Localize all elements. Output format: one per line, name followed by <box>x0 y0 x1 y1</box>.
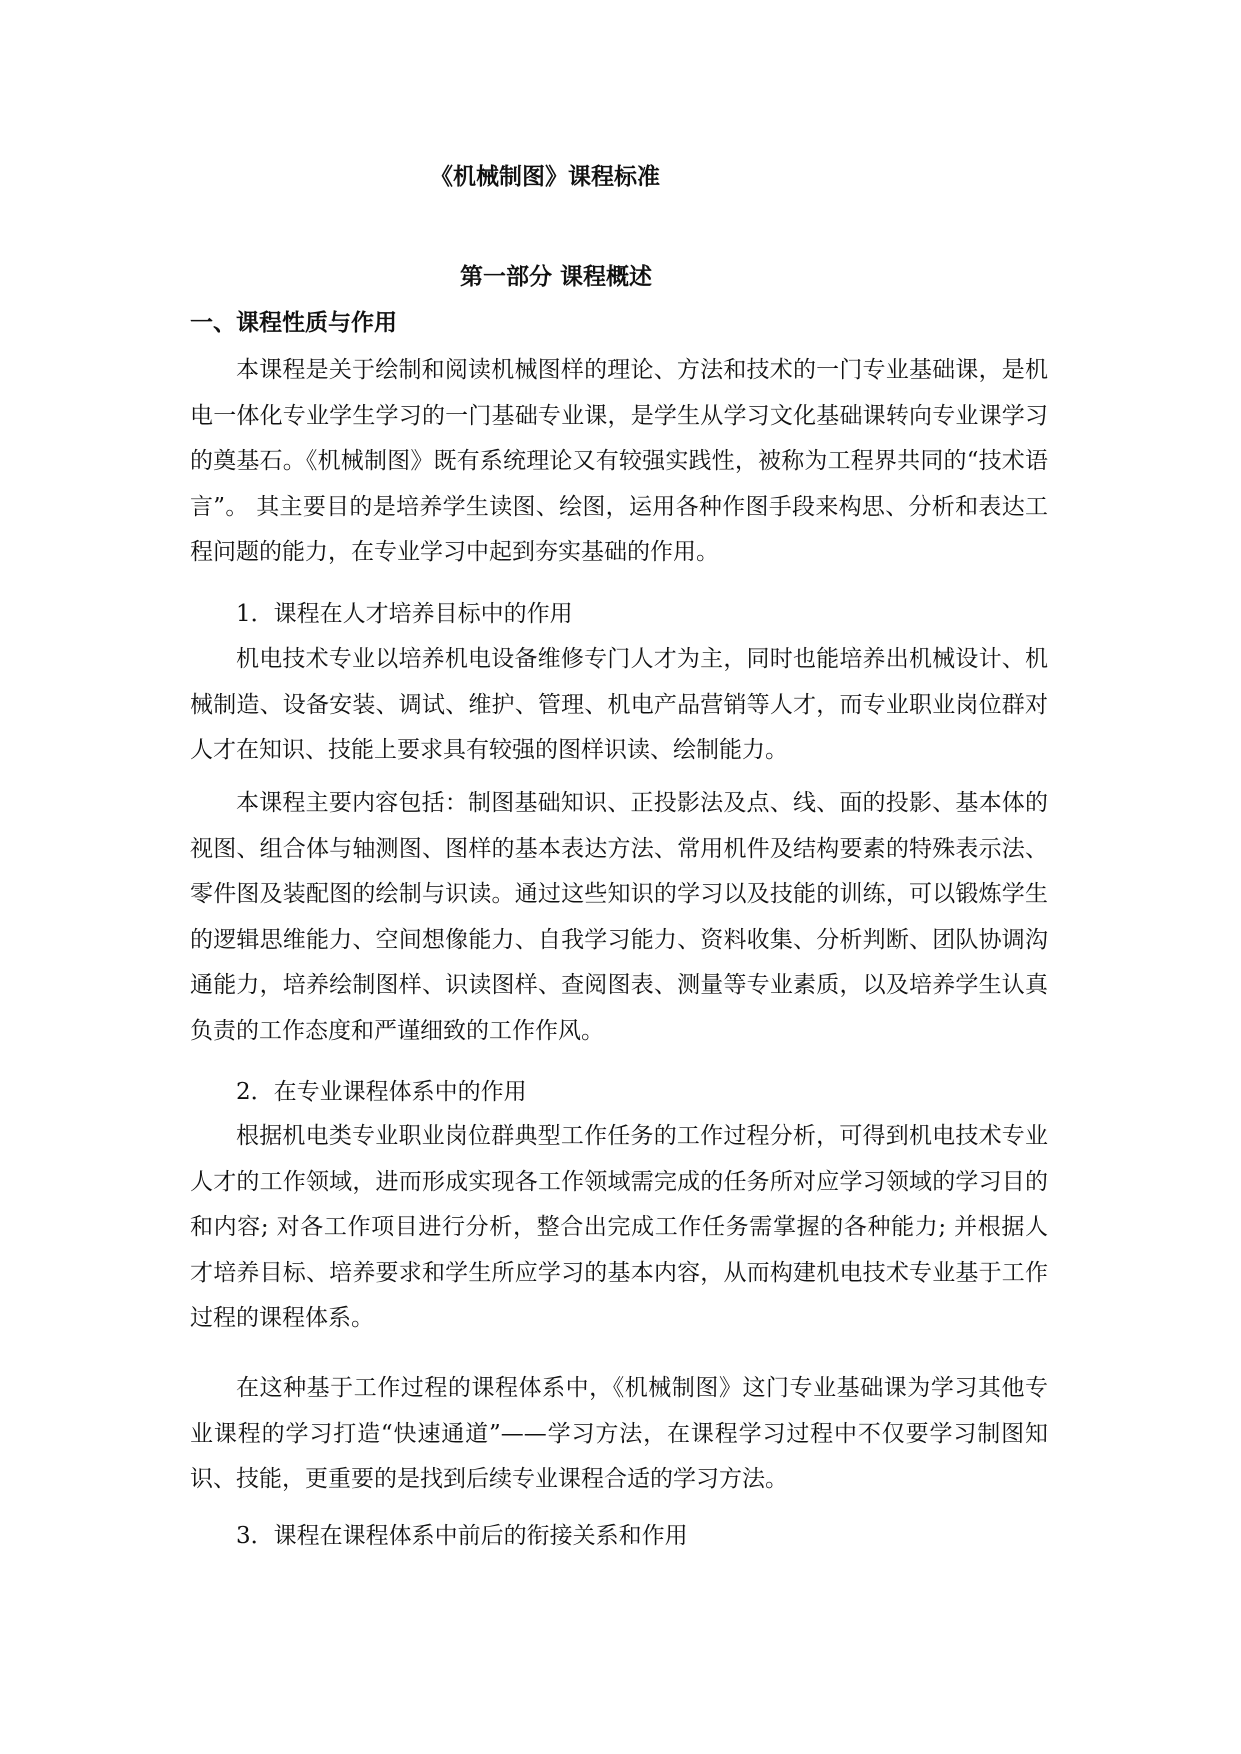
paragraph-course-nature: 本课程是关于绘制和阅读机械图样的理论、方法和技术的一门专业基础课，是机电一体化专业学生学习的一门基础专业课，是学生从学习文化基础课转向专业课学习的奠基石。《机械制图》既有系统理论又有较强实践性，被称为工程界共同的“技术语言”。 其主要目的是培养学生读图、绘图，运用各种作图手段来构思、分析和表达工程问题的能力，在专业学习中起到夯实基础的作用。 <box>190 357 1048 565</box>
paragraph-course-content: 本课程主要内容包括：制图基础知识、正投影法及点、线、面的投影、基本体的视图、组合体与轴测图、图样的基本表达方法、常用机件及结构要素的特殊表示法、零件图及装配图的绘制与识读。通过这些知识的学习以及技能的训练，可以锻炼学生的逻辑思维能力、空间想像能力、自我学习能力、资料收集、分析判断、团队协调沟通能力，培养绘制图样、识读图样、查阅图表、测量等专业素质，以及培养学生认真负责的工作态度和严谨细致的工作作风。 <box>190 790 1048 1044</box>
document-title: 《机械制图》课程标准 <box>430 163 660 190</box>
subheading-curriculum-role: 2．在专业课程体系中的作用 <box>236 1079 527 1105</box>
part-title: 第一部分 课程概述 <box>460 263 653 290</box>
paragraph-curriculum-role: 根据机电类专业职业岗位群典型工作任务的工作过程分析，可得到机电技术专业人才的工作领域，进而形成实现各工作领域需完成的任务所对应学习领域的学习目的和内容; 对各工作项目进行分析，整合出完成工作任务需掌握的各种能力; 并根据人才培养目标、培养要求和学生所应学习的基本内容，从而构建机电技术专业基于工作过程的课程体系。 <box>190 1123 1048 1331</box>
section-heading: 一、课程性质与作用 <box>190 309 397 336</box>
paragraph-talent-goal: 机电技术专业以培养机电设备维修专门人才为主，同时也能培养出机械设计、机械制造、设备安装、调试、维护、管理、机电产品营销等人才，而专业职业岗位群对人才在知识、技能上要求具有较强的图样识读、绘制能力。 <box>190 646 1048 763</box>
subheading-talent-goal: 1．课程在人才培养目标中的作用 <box>236 601 573 627</box>
subheading-course-connection: 3．课程在课程体系中前后的衔接关系和作用 <box>236 1523 688 1549</box>
paragraph-fast-track: 在这种基于工作过程的课程体系中，《机械制图》这门专业基础课为学习其他专业课程的学习打造“快速通道”——学习方法，在课程学习过程中不仅要学习制图知识、技能，更重要的是找到后续专业课程合适的学习方法。 <box>190 1375 1048 1492</box>
